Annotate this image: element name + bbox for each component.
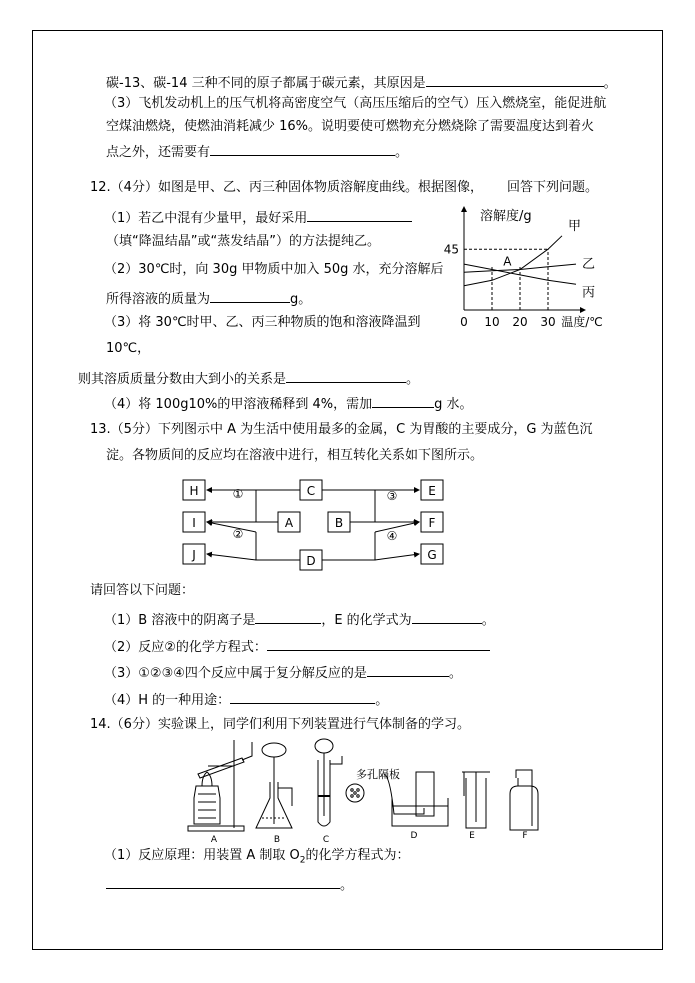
q14-title: 14.（6分）实验课上，同学们利用下列装置进行气体制备的学习。 bbox=[90, 717, 470, 732]
lab-apparatus bbox=[180, 736, 540, 844]
answer-blank[interactable] bbox=[286, 369, 406, 383]
answer-blank[interactable] bbox=[106, 875, 340, 889]
q11-part3: （3）飞机发动机上的压气机将高密度空气（高压压缩后的空气）压入燃烧室，能促进航 bbox=[104, 96, 607, 111]
label-a: A bbox=[210, 835, 218, 844]
node-g-label: G bbox=[427, 548, 437, 562]
chart-ylabel: 溶解度/g bbox=[480, 209, 532, 224]
q12-1: （1）若乙中混有少量甲，最好采用 bbox=[104, 208, 412, 227]
series-label-1: 甲 bbox=[568, 218, 582, 234]
q12-4: （4）将 100g10%的甲溶液稀释到 4%，需加 g 水。 bbox=[104, 394, 473, 413]
node-b-label: B bbox=[334, 516, 344, 530]
series-label-3: 丙 bbox=[582, 285, 596, 301]
q13-3: （3）①②③④四个反应中属于复分解反应的是 。 bbox=[104, 663, 462, 682]
node-a-label: A bbox=[284, 516, 294, 530]
q11-text: 碳-13、碳-14 三种不同的原子都属于碳元素，其原因是 bbox=[106, 76, 426, 91]
q14-1: （1）反应原理：用装置 A 制取 $O_2$的化学方程式为： bbox=[104, 848, 410, 866]
answer-blank[interactable] bbox=[230, 690, 375, 704]
q13-title-cont: 淀。各物质间的反应均在溶液中进行，相互转化关系如下图所示。 bbox=[106, 448, 484, 463]
node-h-label: H bbox=[189, 484, 199, 498]
answer-blank[interactable] bbox=[267, 637, 490, 651]
q13-2: （2）反应②的化学方程式： bbox=[104, 637, 490, 656]
apparatus-a bbox=[188, 740, 252, 831]
label-b: B bbox=[273, 835, 281, 844]
reaction-4-label: ④ bbox=[386, 529, 398, 543]
y-tick-label: 45 bbox=[443, 242, 459, 257]
node-e-label: E bbox=[428, 484, 436, 498]
q12-3-ask: 则其溶质质量分数由大到小的关系是 。 bbox=[78, 369, 419, 388]
series-label-2: 乙 bbox=[582, 257, 596, 273]
series-line-1 bbox=[464, 236, 562, 286]
apparatus-f bbox=[510, 770, 538, 830]
q13-ask: 请回答以下问题： bbox=[90, 583, 195, 598]
q11-part3-cont: 空煤油燃烧，使燃油消耗减少 16%。说明要使可燃物充分燃烧除了需要温度达到着火 bbox=[106, 119, 595, 134]
apparatus-b bbox=[256, 743, 292, 828]
solubility-chart bbox=[440, 204, 615, 344]
q13-4: （4）H 的一种用途： 。 bbox=[104, 690, 388, 709]
answer-blank[interactable] bbox=[412, 610, 482, 624]
answer-blank[interactable] bbox=[426, 73, 604, 87]
x-tick-label: 30 bbox=[540, 315, 556, 329]
q12-title: 12.（4分）如图是甲、乙、丙三种固体物质溶解度曲线。根据图像， 回答下列问题。 bbox=[90, 180, 598, 195]
answer-blank[interactable] bbox=[372, 394, 434, 408]
reaction-3-label: ③ bbox=[386, 489, 398, 503]
reaction-2-label: ② bbox=[232, 527, 244, 541]
chart-xlabel: 温度/℃ bbox=[561, 315, 603, 329]
answer-blank[interactable] bbox=[367, 663, 449, 677]
q14-1-answer: 。 bbox=[106, 875, 353, 894]
answer-blank[interactable] bbox=[210, 142, 395, 156]
x-tick-label: 10 bbox=[484, 315, 500, 329]
label-f: F bbox=[522, 831, 528, 841]
x-tick-label: 0 bbox=[460, 315, 468, 329]
porous-plate-label: 多孔隔板 bbox=[356, 768, 400, 781]
node-f-label: F bbox=[428, 516, 436, 530]
q11-line-1: 碳-13、碳-14 三种不同的原子都属于碳元素，其原因是 。 bbox=[106, 73, 617, 92]
label-c: C bbox=[322, 835, 330, 844]
q11-line-4: 点之外，还需要有 。 bbox=[106, 142, 408, 161]
label-d: D bbox=[410, 831, 418, 841]
answer-blank[interactable] bbox=[307, 208, 412, 222]
q12-1-cont: （填“降温结晶”或“蒸发结晶”）的方法提纯乙。 bbox=[106, 234, 380, 249]
node-j-label: J bbox=[192, 548, 196, 562]
q12-2-cont: 所得溶液的质量为 g。 bbox=[106, 289, 311, 308]
label-e: E bbox=[469, 831, 475, 841]
node-i-label: I bbox=[192, 516, 196, 530]
point-a-label: A bbox=[503, 254, 512, 269]
answer-blank[interactable] bbox=[210, 289, 290, 303]
q12-2: （2）30℃时，向 30g 甲物质中加入 50g 水，充分溶解后 bbox=[104, 262, 444, 277]
node-c-label: C bbox=[306, 484, 316, 498]
apparatus-e bbox=[462, 772, 490, 828]
x-tick-label: 20 bbox=[512, 315, 528, 329]
answer-blank[interactable] bbox=[255, 610, 321, 624]
apparatus-c bbox=[315, 739, 364, 826]
reaction-flowchart bbox=[180, 476, 452, 572]
q13-title: 13.（5分）下列图示中 A 为生活中使用最多的金属，C 为胃酸的主要成分，G 为蓝色沉 bbox=[90, 422, 593, 437]
q12-3-cont: 10℃， bbox=[106, 341, 151, 356]
node-d-label: D bbox=[306, 554, 316, 568]
reaction-1-label: ① bbox=[232, 487, 244, 501]
q12-3: （3）将 30℃时甲、乙、丙三种物质的饱和溶液降温到 bbox=[104, 315, 421, 330]
q13-1: （1）B 溶液中的阴离子是 ，E 的化学式为 。 bbox=[104, 610, 495, 629]
